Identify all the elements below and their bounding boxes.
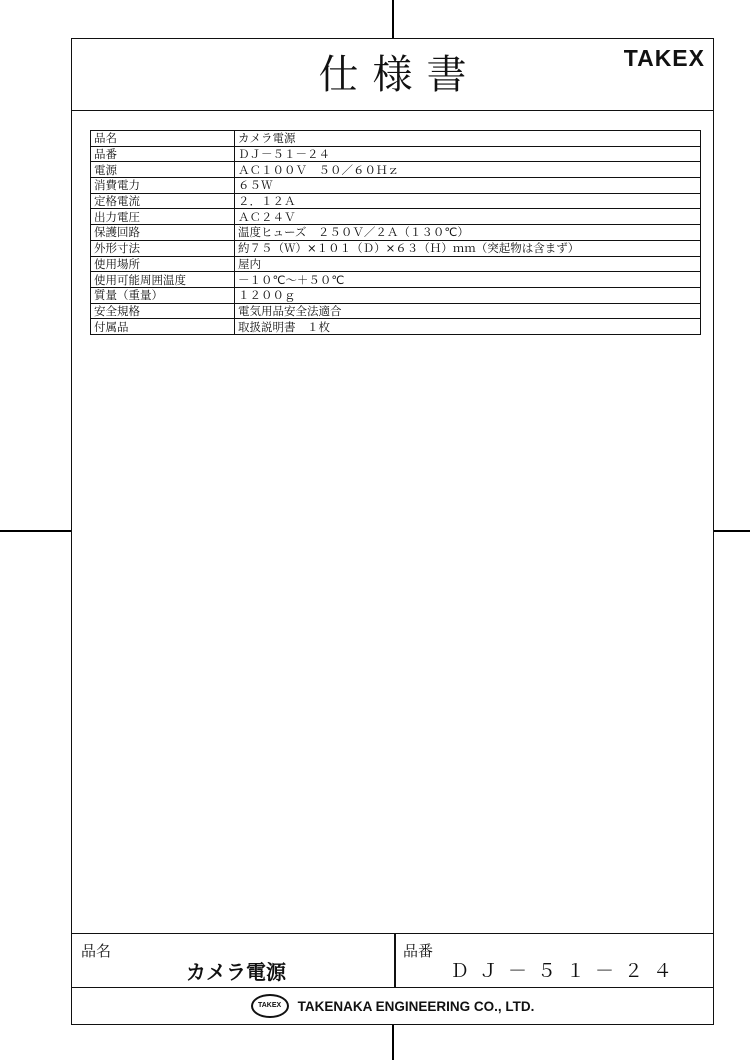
spec-row bbox=[91, 225, 701, 241]
crop-mark-right bbox=[714, 530, 750, 532]
spec-value: ＤＪ－５１－２４ bbox=[235, 146, 701, 162]
spec-value: 取扱説明書 １枚 bbox=[235, 319, 701, 335]
spec-row bbox=[91, 209, 701, 225]
spec-row bbox=[91, 162, 701, 178]
spec-label: 品番 bbox=[91, 146, 235, 162]
spec-label: 出力電圧 bbox=[91, 209, 235, 225]
spec-value: 温度ヒューズ ２５０Ｖ／２Ａ（１３０℃） bbox=[235, 225, 701, 241]
spec-label: 質量（重量） bbox=[91, 287, 235, 303]
footer-name-value: カメラ電源 bbox=[186, 960, 286, 984]
footer-name-label: 品名 bbox=[81, 942, 112, 960]
brand-logo: TAKEX bbox=[623, 45, 705, 71]
crop-mark-left bbox=[0, 530, 71, 532]
spec-row bbox=[91, 319, 701, 335]
footer-code-label: 品番 bbox=[403, 942, 434, 960]
spec-label: 使用可能周囲温度 bbox=[91, 272, 235, 288]
spec-value: ６５Ｗ bbox=[235, 178, 701, 194]
company-name: TAKENAKA ENGINEERING CO., LTD. bbox=[297, 998, 535, 1014]
spec-sheet bbox=[71, 38, 714, 1025]
spec-value: 電気用品安全法適合 bbox=[235, 303, 701, 319]
spec-value: 約７５（Ｗ）×１０１（Ｄ）×６３（Ｈ）ｍｍ（突起物は含まず） bbox=[235, 240, 701, 256]
company-block bbox=[72, 994, 713, 1020]
spec-label: 品名 bbox=[91, 131, 235, 147]
spec-value: ２．１２Ａ bbox=[235, 193, 701, 209]
spec-value: －１０℃～＋５０℃ bbox=[235, 272, 701, 288]
spec-row bbox=[91, 131, 701, 147]
spec-label: 安全規格 bbox=[91, 303, 235, 319]
header bbox=[72, 39, 713, 111]
footer-code-value: ＤＪ－５１－２４ bbox=[450, 960, 683, 982]
spec-label: 定格電流 bbox=[91, 193, 235, 209]
spec-row bbox=[91, 193, 701, 209]
spec-label: 電源 bbox=[91, 162, 235, 178]
spec-label: 保護回路 bbox=[91, 225, 235, 241]
page-title: 仕様書 bbox=[318, 52, 481, 98]
spec-value: 屋内 bbox=[235, 256, 701, 272]
crop-mark-top bbox=[392, 0, 394, 38]
spec-row bbox=[91, 146, 701, 162]
spec-row bbox=[91, 303, 701, 319]
spec-row bbox=[91, 178, 701, 194]
spec-row bbox=[91, 287, 701, 303]
footer-divider bbox=[394, 934, 396, 987]
crop-mark-bottom bbox=[392, 1025, 394, 1060]
footer-product-info bbox=[72, 934, 713, 988]
spec-value: カメラ電源 bbox=[235, 131, 701, 147]
spec-value: ＡＣ２４Ｖ bbox=[235, 209, 701, 225]
footer bbox=[72, 933, 713, 1024]
spec-value: ＡＣ１００Ｖ ５０／６０Ｈｚ bbox=[235, 162, 701, 178]
spec-table bbox=[90, 130, 701, 335]
spec-label: 付属品 bbox=[91, 319, 235, 335]
spec-label: 消費電力 bbox=[91, 178, 235, 194]
spec-row bbox=[91, 272, 701, 288]
spec-row bbox=[91, 240, 701, 256]
spec-row bbox=[91, 256, 701, 272]
company-logo: TAKEX bbox=[251, 994, 289, 1018]
spec-value: １２００ｇ bbox=[235, 287, 701, 303]
spec-label: 外形寸法 bbox=[91, 240, 235, 256]
spec-label: 使用場所 bbox=[91, 256, 235, 272]
